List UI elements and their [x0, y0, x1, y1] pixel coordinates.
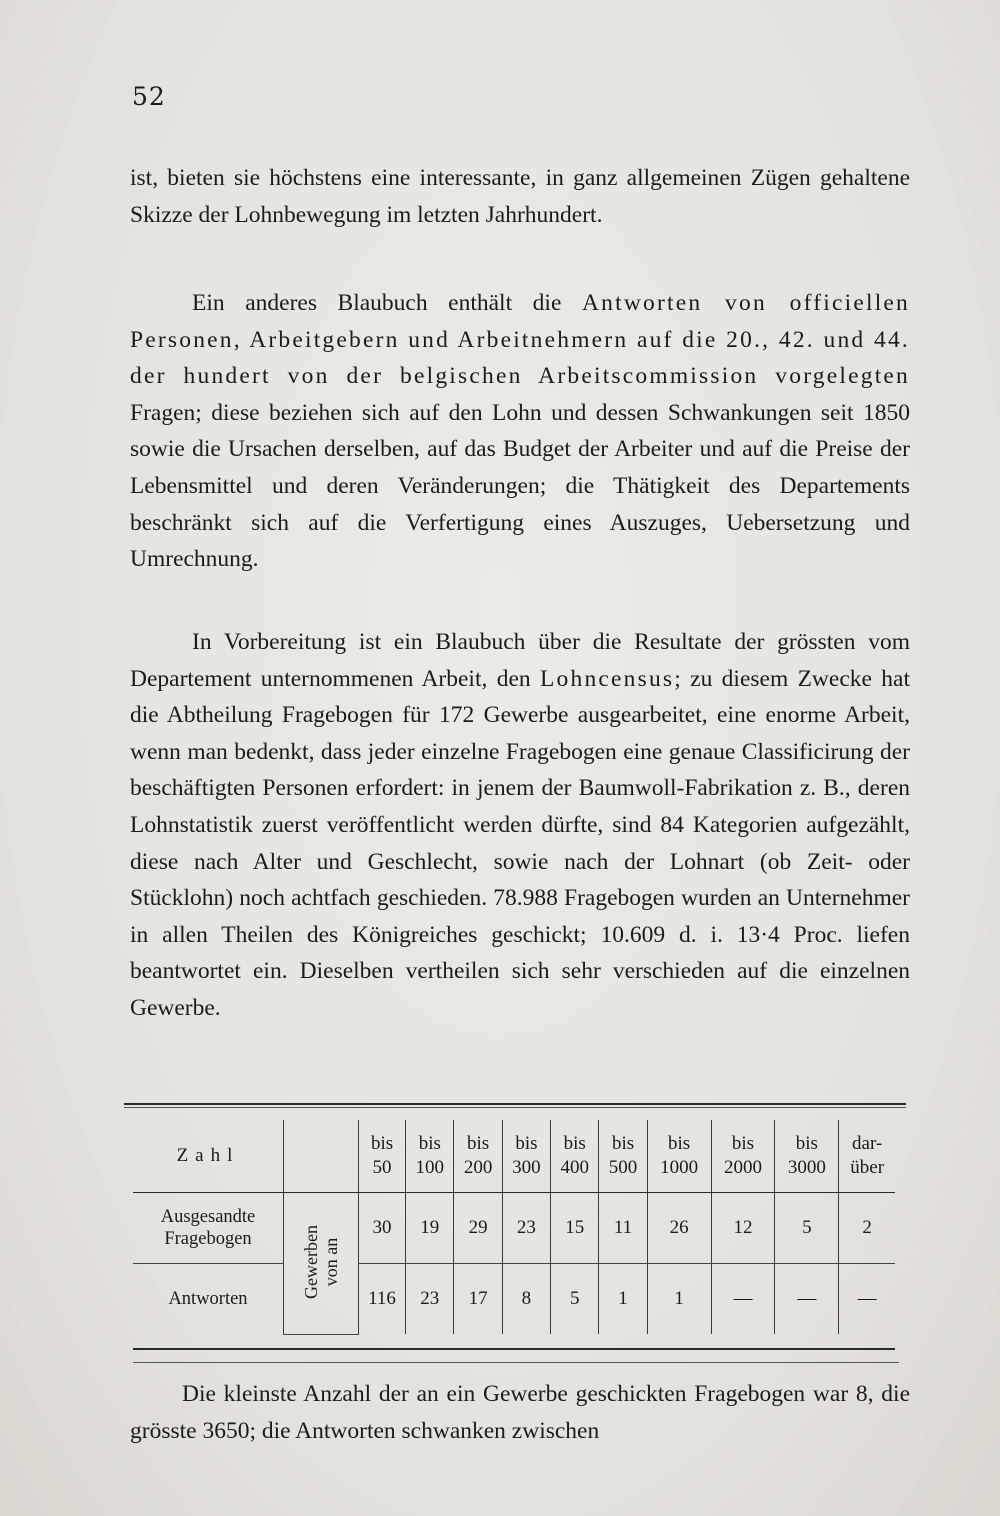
table-row-ausgesandte — [133, 1193, 895, 1264]
header-col: bis 3000 — [775, 1120, 839, 1193]
page-number: 52 — [132, 82, 166, 111]
paragraph-3-end: ; zu diesem Zwecke hat die Abtheilung Fragebogen für 172 Gewerbe ausgearbeitet, eine enorme Arbeit, wenn man bedenkt, dass jeder einzelne Fragebogen eine genaue Classificirung der beschäftigten Personen erfordert: in jenem der Baumwoll-Fabrikation z. B., deren Lohnstatistik zuerst veröffentlicht werden dürfte, sind 84 Kategorien aufgezählt, diese nach Alter und Geschlecht, sowie nach der Lohnart (ob Zeit- oder Stücklohn) noch achtfach geschieden. 78.988 Fragebogen wurden an Unternehmer in allen Theilen des Königreiches geschickt; 10.609 d. i. 13·4 Proc. liefen beantwortet ein. Dieselben vertheilen sich sehr verschieden auf die einzelnen Gewerbe. — [130, 665, 910, 1021]
header-col: bis 200 — [454, 1120, 502, 1193]
table-top-rule — [124, 1103, 906, 1105]
table-cell: 5 — [775, 1193, 839, 1264]
header-col: bis 300 — [502, 1120, 550, 1193]
header-side-blank — [284, 1120, 359, 1193]
paragraph-2 — [130, 285, 910, 578]
header-col: bis 1000 — [647, 1120, 711, 1193]
statistics-table — [133, 1120, 895, 1335]
table-cell: 2 — [839, 1193, 895, 1264]
table-cell: 116 — [358, 1264, 405, 1335]
header-col: bis 400 — [551, 1120, 599, 1193]
paragraph-2-emphasis: Antworten von officiellen Personen, Arbeitgebern und Arbeitnehmern auf die 20., 42. und 44. der hundert von der belgischen Arbeitscommission vorgelegten — [130, 290, 910, 390]
table-cell: 17 — [454, 1264, 502, 1335]
side-label: Gewerben von an — [300, 1225, 341, 1300]
paragraph-4: Die kleinste Anzahl der an ein Gewerbe geschickten Fragebogen war 8, die grösste 3650; die Antworten schwanken zwischen — [130, 1381, 910, 1444]
paragraph-3-emphasis: Lohncensus — [540, 665, 675, 692]
table-cell: — — [775, 1264, 839, 1335]
table-cell: 30 — [358, 1193, 405, 1264]
table-header-row — [133, 1120, 895, 1193]
table-cell: 12 — [711, 1193, 775, 1264]
paragraph-2-end: Fragen; diese beziehen sich auf den Lohn und dessen Schwankungen seit 1850 sowie die Ursachen derselben, auf das Budget der Arbeiter und auf die Preise der Lebensmittel und deren Veränderungen; die Thätigkeit des Departements beschränkt sich auf die Verfertigung eines Auszuges, Uebersetzung und Umrechnung. — [130, 399, 910, 573]
row-label: Ausgesandte Fragebogen — [133, 1193, 284, 1264]
table-cell: 26 — [647, 1193, 711, 1264]
paragraph-3 — [130, 624, 910, 1027]
table-top-rule-thin — [124, 1107, 906, 1108]
header-col: dar- über — [839, 1120, 895, 1193]
table-cell: 19 — [406, 1193, 454, 1264]
table-cell: — — [839, 1264, 895, 1335]
paragraph-2-start: Ein anderes Blaubuch enthält die — [192, 290, 582, 316]
header-col: bis 2000 — [711, 1120, 775, 1193]
paragraph-1: ist, bieten sie höchstens eine interessante, in ganz allgemeinen Zügen gehaltene Skizze der Lohnbewegung im letzten Jahrhundert. — [130, 165, 910, 228]
table-row-antworten — [133, 1264, 895, 1335]
paragraph-3-start: In Vorbereitung ist ein Blaubuch über die Resultate der grössten vom Departement unternommenen Arbeit, den — [130, 629, 910, 692]
table-cell: 8 — [502, 1264, 550, 1335]
table-cell: 29 — [454, 1193, 502, 1264]
table-cell: 1 — [599, 1264, 647, 1335]
side-label-cell — [284, 1193, 359, 1335]
table-cell: 15 — [551, 1193, 599, 1264]
table-cell: 23 — [406, 1264, 454, 1335]
table-cell: — — [711, 1264, 775, 1335]
table-cell: 5 — [551, 1264, 599, 1335]
table-cell: 11 — [599, 1193, 647, 1264]
header-zahl: Zahl — [133, 1120, 284, 1193]
table-cell: 1 — [647, 1264, 711, 1335]
table-bottom-rule-thin — [133, 1362, 899, 1363]
header-col: bis 500 — [599, 1120, 647, 1193]
header-col: bis 100 — [406, 1120, 454, 1193]
header-col: bis 50 — [358, 1120, 405, 1193]
table-bottom-rule — [133, 1348, 895, 1350]
row-label: Antworten — [168, 1289, 248, 1309]
table-cell: 23 — [502, 1193, 550, 1264]
